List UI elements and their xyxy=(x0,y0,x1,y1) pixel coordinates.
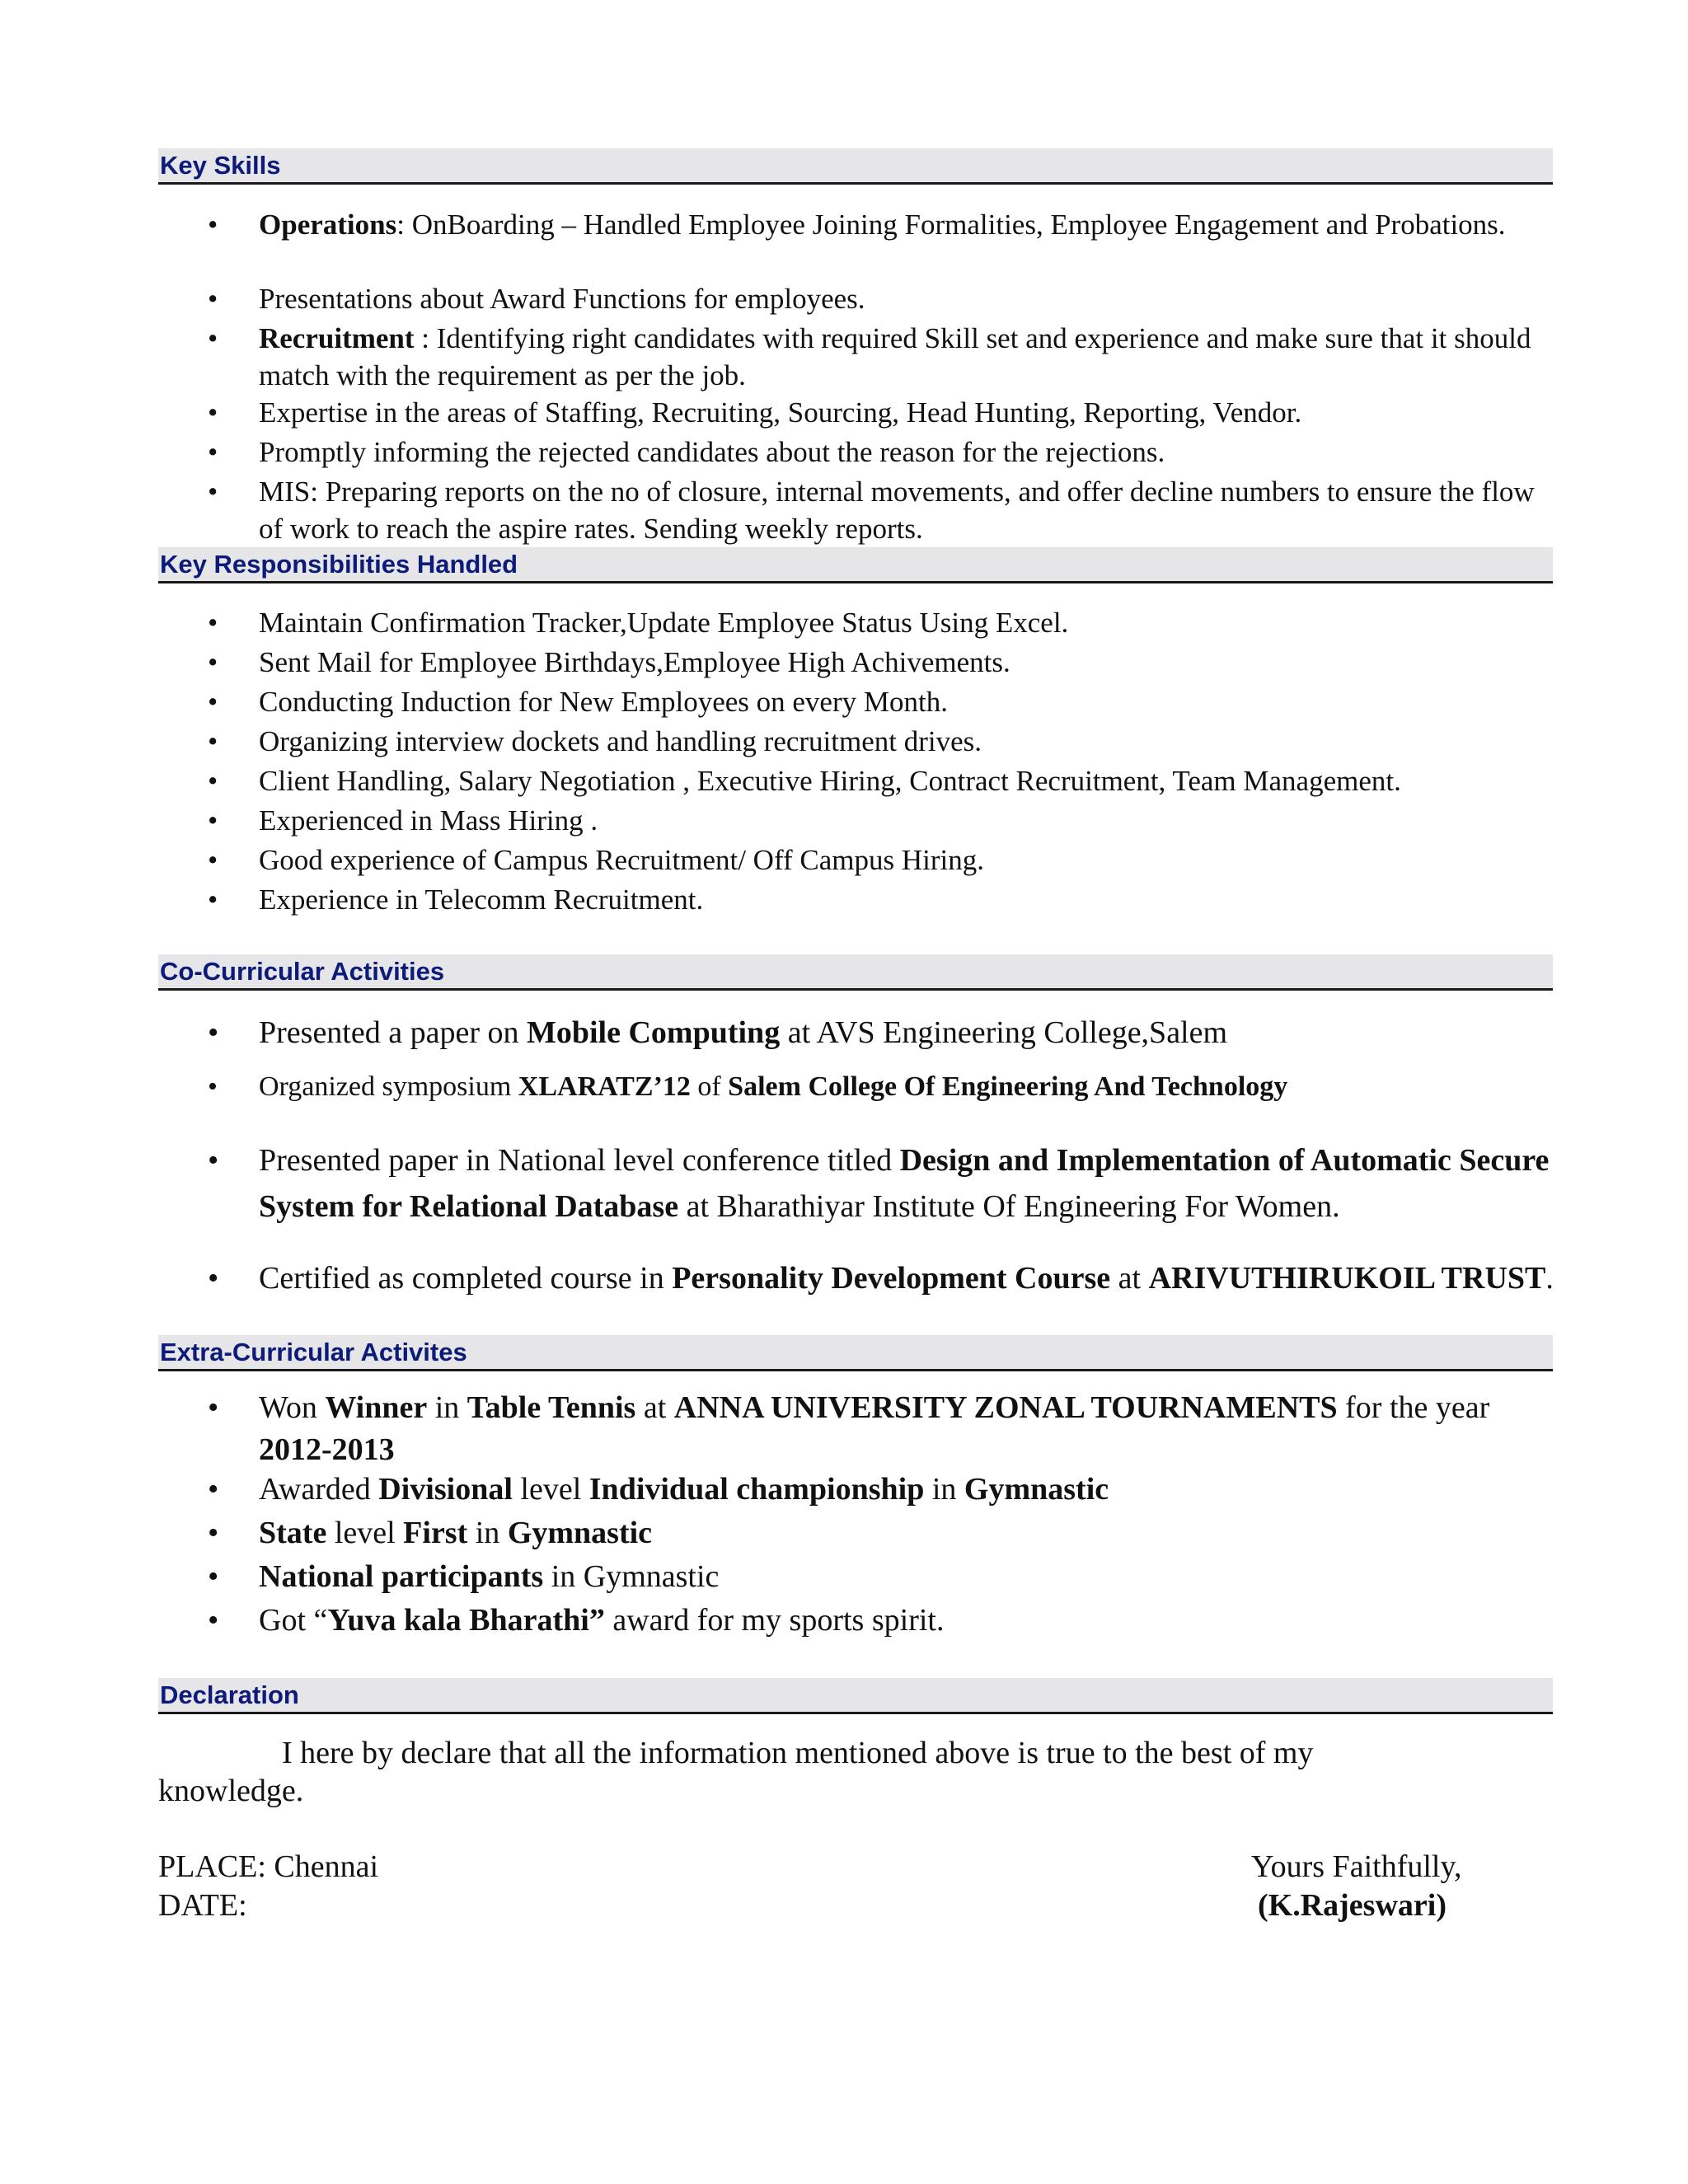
section-header-co-curricular xyxy=(158,954,1553,991)
bullet-icon: • xyxy=(208,1261,219,1296)
item-text: Awarded xyxy=(259,1472,379,1507)
item-emphasis: National participants xyxy=(259,1559,544,1594)
declaration-text-line1: I here by declare that all the information mentioned above is true to the best of my xyxy=(282,1736,1314,1770)
item-text: Expertise in the areas of Staffing, Recruiting, Sourcing, Head Hunting, Reporting, Vendor. xyxy=(259,396,1302,429)
date-field: DATE: xyxy=(158,1888,247,1923)
signatory-name: (K.Rajeswari) xyxy=(1258,1888,1447,1923)
item-text: : Identifying right candidates with required Skill set and experience and make sure that it should match with the requirement as per the job. xyxy=(259,322,1531,391)
section-title: Declaration xyxy=(160,1680,299,1709)
item-emphasis: Salem College Of Engineering And Technology xyxy=(728,1071,1288,1102)
item-text: Maintain Confirmation Tracker,Update Employee Status Using Excel. xyxy=(259,607,1069,639)
item-emphasis: Mobile Computing xyxy=(527,1015,781,1050)
item-text: Presented paper in National level conference titled xyxy=(259,1143,900,1178)
bullet-icon: • xyxy=(208,607,218,639)
item-text: for the year xyxy=(1337,1390,1490,1425)
item-text: Good experience of Campus Recruitment/ Off Campus Hiring. xyxy=(259,844,984,876)
item-text: Experience in Telecomm Recruitment. xyxy=(259,883,704,916)
section-header-declaration xyxy=(158,1678,1553,1714)
bullet-icon: • xyxy=(208,765,218,797)
item-emphasis: First xyxy=(403,1516,468,1550)
item-emphasis: Yuva kala Bharathi” xyxy=(327,1603,605,1638)
item-emphasis: Gymnastic xyxy=(964,1472,1109,1507)
section-title: Co-Curricular Activities xyxy=(160,957,445,986)
item-emphasis: ARIVUTHIRUKOIL TRUST xyxy=(1148,1261,1546,1296)
item-text: Organizing interview dockets and handling recruitment drives. xyxy=(259,725,982,757)
item-text: Presented a paper on xyxy=(259,1015,527,1050)
item-text: Client Handling, Salary Negotiation , Executive Hiring, Contract Recruitment, Team Management. xyxy=(259,765,1401,797)
bullet-icon: • xyxy=(208,686,218,718)
item-text: Presentations about Award Functions for employees. xyxy=(259,283,865,315)
bullet-icon: • xyxy=(208,1472,219,1507)
bullet-icon: • xyxy=(208,396,218,429)
item-text: in Gymnastic xyxy=(543,1559,720,1594)
item-emphasis: XLARATZ’12 xyxy=(518,1071,691,1102)
bullet-icon: • xyxy=(208,844,218,876)
bullet-icon: • xyxy=(208,476,218,508)
declaration-text-line2: knowledge. xyxy=(158,1774,304,1808)
item-text: at xyxy=(1110,1261,1149,1296)
item-text: at Bharathiyar Institute Of Engineering For Women. xyxy=(678,1189,1340,1224)
item-emphasis: State xyxy=(259,1516,327,1550)
item-emphasis: 2012-2013 xyxy=(259,1432,395,1467)
bullet-icon: • xyxy=(208,1516,219,1550)
section-header-key-skills xyxy=(158,148,1553,185)
bullet-icon: • xyxy=(208,436,218,468)
item-text: level xyxy=(512,1472,589,1507)
section-header-extra-curricular xyxy=(158,1335,1553,1371)
bullet-icon: • xyxy=(208,1559,219,1594)
item-text: at xyxy=(635,1390,674,1425)
item-emphasis: Divisional xyxy=(378,1472,513,1507)
bullet-icon: • xyxy=(208,322,218,354)
item-emphasis: Design and Implementation of Automatic Secure System for Relational Database xyxy=(259,1143,1550,1224)
item-text: level xyxy=(326,1516,404,1550)
item-text: : OnBoarding – Handled Employee Joining Formalities, Employee Engagement and Probations. xyxy=(396,209,1506,241)
item-text: Sent Mail for Employee Birthdays,Employee High Achivements. xyxy=(259,646,1010,678)
section-title: Key Responsibilities Handled xyxy=(160,550,518,579)
item-text: Promptly informing the rejected candidates about the reason for the rejections. xyxy=(259,436,1165,468)
item-emphasis: Table Tennis xyxy=(467,1390,636,1425)
bullet-icon: • xyxy=(208,283,218,315)
item-text: at AVS Engineering College,Salem xyxy=(780,1015,1228,1050)
item-lead: Recruitment xyxy=(259,322,415,354)
item-text: in xyxy=(467,1516,508,1550)
place-field: PLACE: Chennai xyxy=(158,1849,379,1884)
bullet-icon: • xyxy=(208,1390,219,1425)
item-text: in xyxy=(427,1390,467,1425)
item-emphasis: Individual championship xyxy=(588,1472,925,1507)
bullet-icon: • xyxy=(208,1143,219,1178)
item-emphasis: Winner xyxy=(325,1390,428,1425)
item-text: Experienced in Mass Hiring . xyxy=(259,804,598,837)
item-text: of xyxy=(690,1071,729,1102)
bullet-icon: • xyxy=(208,1015,219,1050)
bullet-icon: • xyxy=(208,883,218,916)
item-text: in xyxy=(924,1472,964,1507)
section-title: Extra-Curricular Activites xyxy=(160,1338,467,1366)
item-text: Organized symposium xyxy=(259,1071,518,1102)
bullet-icon: • xyxy=(208,1603,219,1638)
bullet-icon: • xyxy=(208,725,218,757)
section-header-responsibilities xyxy=(158,547,1553,583)
item-text: Certified as completed course in xyxy=(259,1261,673,1296)
bullet-icon: • xyxy=(208,804,218,837)
item-text: Won xyxy=(259,1390,326,1425)
item-text: MIS: Preparing reports on the no of closure, internal movements, and offer decline numbers to ensure the flow of work to reach the aspire rates. Sending weekly reports. xyxy=(259,476,1535,545)
item-text: Got “ xyxy=(259,1603,328,1638)
section-title: Key Skills xyxy=(160,151,281,180)
item-emphasis: ANNA UNIVERSITY ZONAL TOURNAMENTS xyxy=(673,1390,1338,1425)
closing-text: Yours Faithfully, xyxy=(1251,1849,1462,1884)
item-text: Conducting Induction for New Employees on every Month. xyxy=(259,686,948,718)
item-text: award for my sports spirit. xyxy=(604,1603,945,1638)
bullet-icon: • xyxy=(208,646,218,678)
item-emphasis: Personality Development Course xyxy=(672,1261,1111,1296)
bullet-icon: • xyxy=(208,1071,218,1102)
bullet-icon: • xyxy=(208,209,218,241)
item-text: . xyxy=(1545,1261,1554,1296)
item-emphasis: Gymnastic xyxy=(507,1516,653,1550)
item-lead: Operations xyxy=(259,209,397,241)
